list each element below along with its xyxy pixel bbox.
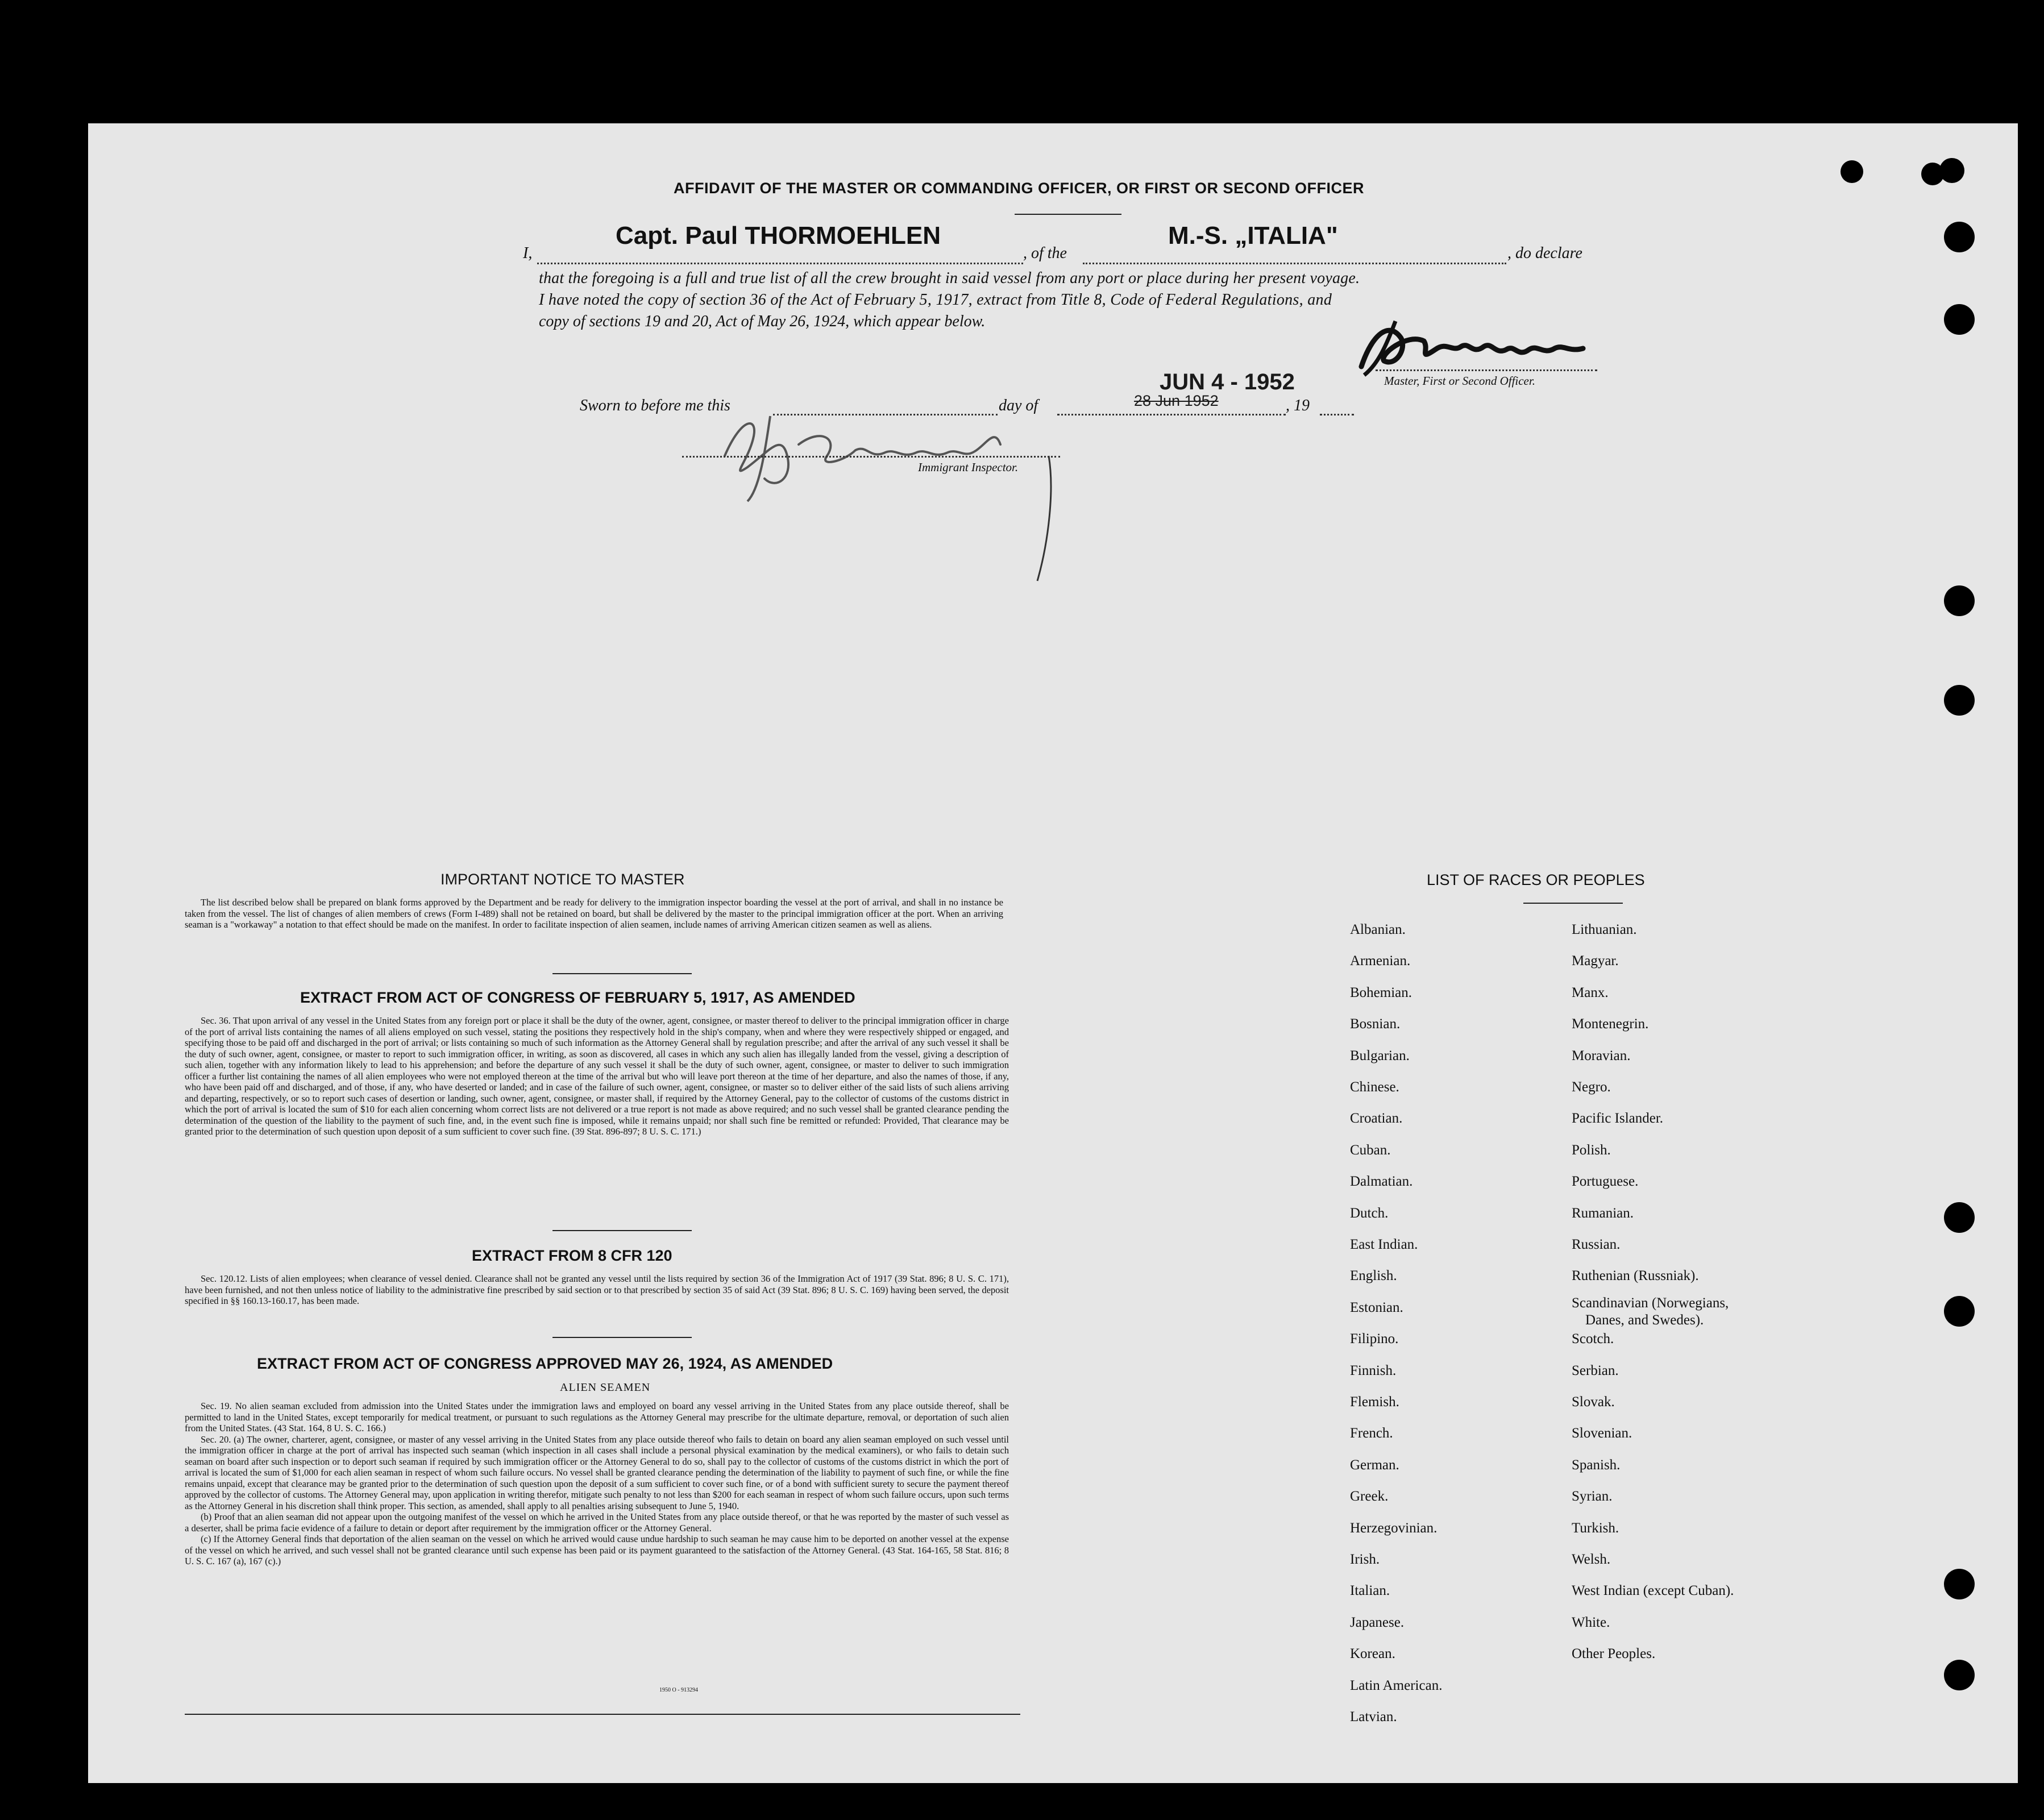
punch-hole <box>1944 1296 1975 1327</box>
officer-name-line <box>537 263 1023 264</box>
race-item: Magyar. <box>1572 953 1619 969</box>
races-heading: LIST OF RACES OR PEOPLES <box>1427 871 1645 888</box>
race-item: Spanish. <box>1572 1457 1621 1473</box>
race-item: Turkish. <box>1572 1520 1619 1536</box>
extract-cfr-heading: EXTRACT FROM 8 CFR 120 <box>472 1247 672 1264</box>
race-item: Negro. <box>1572 1079 1611 1095</box>
race-item: Japanese. <box>1350 1615 1405 1630</box>
notice-text: The list described below shall be prepared on blank forms approved by the Department and be ready for delivery to the immigration inspector boarding the vessel at the port of arrival, and shall in no instance be taken from the vessel. The list of changes of alien members of crews (Form I-489) shall not be retained on board, but shall be delivered by the master to the principal immigration officer at the port. When an arriving seaman is a "workaway" a notation to that effect should be made on the manifest. In order to facilitate inspection of alien seamen, include names of arriving American citizen seamen as well as aliens. <box>185 897 1003 930</box>
master-signature-line <box>1376 369 1597 371</box>
race-item: Dutch. <box>1350 1206 1389 1221</box>
date-stamp: JUN 4 - 1952 <box>1160 369 1295 394</box>
i-label: I, <box>523 244 533 262</box>
punch-hole <box>1944 304 1975 335</box>
year-label: , 19 <box>1286 397 1310 414</box>
race-item: Italian. <box>1350 1583 1390 1598</box>
race-item: Herzegovinian. <box>1350 1520 1438 1536</box>
race-item: Albanian. <box>1350 922 1406 937</box>
race-item: Rumanian. <box>1572 1206 1634 1221</box>
vessel-name: M.-S. „ITALIA" <box>1168 222 1338 250</box>
punch-hole <box>1944 1569 1975 1599</box>
race-item: Latvian. <box>1350 1709 1397 1725</box>
race-item: Chinese. <box>1350 1079 1399 1095</box>
footer-rule <box>185 1714 1020 1715</box>
punch-hole <box>1841 160 1863 183</box>
race-item: Bosnian. <box>1350 1016 1401 1032</box>
notice-body <box>185 897 1003 930</box>
race-item: Bulgarian. <box>1350 1048 1410 1063</box>
race-item: Syrian. <box>1572 1489 1613 1504</box>
extract-1917-text: Sec. 36. That upon arrival of any vessel in the United States from any foreign port or place it shall be the duty of the owner, agent, consignee, or master thereof to deliver to the principal immigration officer in charge of the port of arrival lists containing the names of all aliens employed on such vessel, stating the positions they respectively hold in the ship's company, when and where they were respectively shipped or engaged, and specifying those to be paid off and discharged in the port of arrival; or lists containing so much of such information as the Attorney General shall by regulation prescribe; and after the arrival of any such vessel it shall be the duty of such owner, agent, consignee, or master to report to such immigration officer, in writing, as soon as discovered, all cases in which any such alien has illegally landed from the vessel, giving a description of such alien, together with any information likely to lead to his apprehension; and before the departure of any such vessel it shall be the duty of such owner, agent, consignee, or master to deliver to such immigration officer a further list containing the names of all alien employees who were not employed thereon at the time of the arrival but who will leave port thereon at the time of her departure, and also the names of those, if any, who have been paid off and discharged, and of those, if any, who have deserted or landed; and in case of the failure of such owner, agent, consignee, or master so to deliver either of the said lists of such aliens arriving and departing, respectively, or so to report such cases of desertion or landing, such owner, agent, consignee, or master shall, if required by the Attorney General, pay to the collector of customs of the customs district in which the port of arrival is located the sum of $10 for each alien concerning whom correct lists are not delivered or a true report is not made as above required; and no such vessel shall be granted clearance pending the determination of the question of the liability to the payment of such fine, and, in the event such fine is imposed, while it remains unpaid; nor shall such fine be remitted or refunded: Provided, That clearance may be granted prior to the determination of such question upon deposit of a sum sufficient to cover such fine. (39 Stat. 896-897; 8 U. S. C. 171.) <box>185 1015 1009 1137</box>
extract-1924-heading: EXTRACT FROM ACT OF CONGRESS APPROVED MAY 26, 1924, AS AMENDED <box>257 1355 833 1372</box>
inspector-signature-line <box>682 456 1060 458</box>
race-item: Russian. <box>1572 1237 1621 1252</box>
punch-hole <box>1944 222 1975 252</box>
section-19-text: Sec. 19. No alien seaman excluded from admission into the United States under the immigration laws and employed on board any vessel arriving in the United States from any place outside thereof, shall be permitted to land in the United States, except temporarily for medical treatment, or pursuant to such regulations as the Attorney General may prescribe for the ultimate departure, removal, or deportation of such alien from the United States. (43 Stat. 164, 8 U. S. C. 166.) <box>185 1401 1009 1433</box>
race-item: Lithuanian. <box>1572 922 1637 937</box>
punch-hole <box>1944 1660 1975 1690</box>
race-item: German. <box>1350 1457 1399 1473</box>
race-item: West Indian (except Cuban). <box>1572 1583 1734 1598</box>
year-line <box>1320 414 1354 415</box>
race-item: Slovak. <box>1572 1394 1615 1410</box>
race-item: Welsh. <box>1572 1552 1611 1567</box>
races-rule <box>1523 903 1623 904</box>
race-item: Dalmatian. <box>1350 1174 1413 1189</box>
extract-cfr-text: Sec. 120.12. Lists of alien employees; when clearance of vessel denied. Clearance shall not be granted any vessel until the lists required by section 36 of the Immigration Act of 1917 (39 Stat. 896; 8 U. S. C. 171), have been furnished, and not then unless notice of liability to the administrative fine prescribed by said section or to that prescribed by section 35 of said Act (39 Stat. 896; 8 U. S. C. 169) having been served, the deposit specified in §§ 160.13-160.17, has been made. <box>185 1273 1009 1306</box>
sworn-label: Sworn to before me this <box>580 397 730 414</box>
race-item: English. <box>1350 1268 1397 1283</box>
race-item: Irish. <box>1350 1552 1380 1567</box>
punch-hole <box>1944 585 1975 616</box>
notice-heading: IMPORTANT NOTICE TO MASTER <box>441 871 685 888</box>
race-item: Portuguese. <box>1572 1174 1639 1189</box>
race-item: Polish. <box>1572 1142 1611 1158</box>
extract-1917-body <box>185 1015 1009 1137</box>
race-item: Korean. <box>1350 1646 1395 1661</box>
race-item: East Indian. <box>1350 1237 1418 1252</box>
race-item: Manx. <box>1572 985 1609 1000</box>
race-item: Scandinavian (Norwegians, <box>1572 1295 1729 1311</box>
day-of-label: day of <box>999 397 1038 414</box>
race-item: Other Peoples. <box>1572 1646 1656 1661</box>
do-declare-label: , do declare <box>1507 244 1582 262</box>
race-item: Slovenian. <box>1572 1426 1632 1441</box>
race-item: Bohemian. <box>1350 985 1412 1000</box>
alien-seamen-subheading: ALIEN SEAMEN <box>560 1381 651 1394</box>
section-20c-text: (c) If the Attorney General finds that deportation of the alien seaman on the vessel on which he arrived would cause undue hardship to such seaman he may cause him to be deported on another vessel at the expense of the vessel on which he arrived, and such vessel shall not be granted clearance until such expense has been paid or its payment guaranteed to the satisfaction of the Attorney General. (43 Stat. 164-165, 58 Stat. 816; 8 U. S. C. 167 (a), 167 (c).) <box>185 1534 1009 1566</box>
race-item: Croatian. <box>1350 1111 1403 1126</box>
master-signature <box>1339 310 1594 378</box>
race-item: Estonian. <box>1350 1300 1403 1315</box>
title-rule <box>1015 214 1121 215</box>
race-item: Montenegrin. <box>1572 1016 1649 1032</box>
extract-1924-body <box>185 1401 1009 1567</box>
section-rule <box>552 973 692 974</box>
race-item: French. <box>1350 1426 1393 1441</box>
declaration-line-2: I have noted the copy of section 36 of the Act of February 5, 1917, extract from Title 8, Code of Federal Regulations, and <box>539 291 1332 309</box>
race-item: Moravian. <box>1572 1048 1631 1063</box>
race-item: Armenian. <box>1350 953 1411 969</box>
officer-name: Capt. Paul THORMOEHLEN <box>616 222 941 250</box>
extract-1917-heading: EXTRACT FROM ACT OF CONGRESS OF FEBRUARY 5, 1917, AS AMENDED <box>300 989 855 1006</box>
race-item: Cuban. <box>1350 1142 1391 1158</box>
section-20b-text: (b) Proof that an alien seaman did not appear upon the outgoing manifest of the vessel on which he arrived in the United States from any place outside thereof, or that he was reported by the master of such vessel as a deserter, shall be prima facie evidence of a failure to detain or deport after requirement by the immigration officer or the Attorney General. <box>185 1511 1009 1534</box>
declaration-line-1: that the foregoing is a full and true list of all the crew brought in said vessel from any port or place during her present voyage. <box>539 269 1360 287</box>
race-item: Finnish. <box>1350 1363 1397 1378</box>
punch-hole <box>1944 1202 1975 1233</box>
race-item: Serbian. <box>1572 1363 1619 1378</box>
race-item: White. <box>1572 1615 1610 1630</box>
sworn-month-line <box>1057 414 1286 415</box>
punch-hole <box>1921 163 1944 185</box>
inspector-signature <box>713 405 1077 592</box>
handwritten-date: 28 Jun 1952 <box>1134 392 1219 409</box>
affidavit-title: AFFIDAVIT OF THE MASTER OR COMMANDING OFFICER, OR FIRST OR SECOND OFFICER <box>674 180 1364 197</box>
inspector-caption: Immigrant Inspector. <box>918 460 1019 474</box>
print-code: 1950 O - 913294 <box>659 1687 699 1693</box>
extract-cfr-body <box>185 1273 1009 1307</box>
declaration-line-3: copy of sections 19 and 20, Act of May 26, 1924, which appear below. <box>539 313 986 330</box>
race-item: Pacific Islander. <box>1572 1111 1664 1126</box>
vessel-name-line <box>1083 263 1506 264</box>
race-item: Scotch. <box>1572 1331 1614 1347</box>
section-20a-text: Sec. 20. (a) The owner, charterer, agent, consignee, or master of any vessel arriving in the United States from any place outside thereof who fails to detain on board any alien seaman employed on such vessel until the immigration officer in charge at the port of arrival has inspected such seaman (which inspection in all cases shall include a personal physical examination by the medical examiners), or who fails to detain such seaman on board after such inspection or to deport such seaman if required by such immigration officer or the Attorney General to do so, shall pay to the collector of customs of the customs district in which the port of arrival is located the sum of $1,000 for each alien seaman in respect of whom such failure occurs. No vessel shall be granted clearance pending the determination of the liability to payment of such fine, or while the fine remains unpaid, except that clearance may be granted prior to the determination of such question upon the deposit of a sum sufficient to cover such fine, or of a bond with sufficient surety to secure the payment thereof approved by the collector of customs. The Attorney General may, upon application in writing therefor, mitigate such penalty to not less than $200 for each seaman in respect of whom such failure occurs, upon such terms as the Attorney General in his discretion shall think proper. This section, as amended, shall apply to all penalties arising subsequent to June 5, 1940. <box>185 1433 1009 1511</box>
race-item: Greek. <box>1350 1489 1389 1504</box>
of-the-label: , of the <box>1023 244 1067 262</box>
race-item: Filipino. <box>1350 1331 1399 1347</box>
race-item: Latin American. <box>1350 1678 1443 1693</box>
master-caption: Master, First or Second Officer. <box>1384 374 1535 388</box>
race-item: Ruthenian (Russniak). <box>1572 1268 1699 1283</box>
race-item: Flemish. <box>1350 1394 1399 1410</box>
race-item: Danes, and Swedes). <box>1585 1312 1704 1328</box>
section-rule <box>552 1337 692 1338</box>
punch-hole <box>1944 685 1975 716</box>
section-rule <box>552 1230 692 1231</box>
